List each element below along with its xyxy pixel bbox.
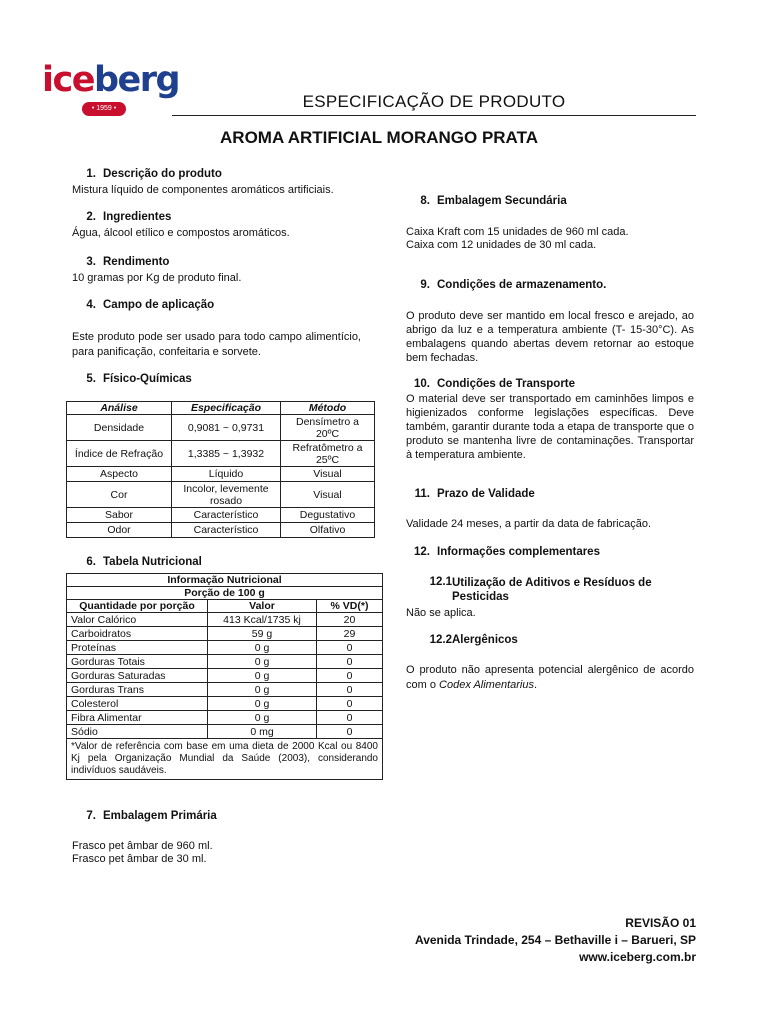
- table-cell: Gorduras Saturadas: [67, 669, 208, 683]
- section-4-heading: [72, 299, 214, 311]
- table-row: [67, 683, 383, 697]
- section-12-2-text: [406, 663, 694, 693]
- section-number: 6.: [86, 556, 96, 568]
- table-cell: 413 Kcal/1735 kj: [208, 613, 317, 627]
- section-title: Embalagem Secundária: [437, 195, 567, 207]
- table-cell: Característico: [172, 523, 281, 538]
- section-number: 4.: [86, 299, 96, 311]
- table-cell: 0: [317, 669, 383, 683]
- section-number: 5.: [86, 373, 96, 385]
- column-header: Especificação: [172, 402, 281, 415]
- section-11-heading: [406, 488, 535, 500]
- section-title: Rendimento: [103, 256, 170, 268]
- allergen-text-end: .: [533, 679, 538, 691]
- section-2-text: Água, álcool etílico e compostos aromáticos.: [72, 227, 290, 239]
- section-number: 3.: [86, 256, 96, 268]
- table-cell: Visual: [281, 482, 375, 508]
- column-header: Quantidade por porção: [67, 600, 208, 613]
- document-type: ESPECIFICAÇÃO DE PRODUTO: [302, 92, 566, 111]
- section-8-line2: Caixa com 12 unidades de 30 ml cada.: [406, 239, 597, 251]
- table-cell: 0 g: [208, 697, 317, 711]
- table-cell: 0: [317, 711, 383, 725]
- section-number: 12.1: [429, 576, 452, 588]
- section-title: Embalagem Primária: [103, 810, 217, 822]
- table-row: [67, 641, 383, 655]
- section-1-text: Mistura líquido de componentes aromáticos artificiais.: [72, 184, 334, 196]
- section-number: 10.: [414, 378, 430, 390]
- table-cell: Proteínas: [67, 641, 208, 655]
- section-title: Condições de armazenamento.: [437, 279, 607, 291]
- table-cell: 0 g: [208, 711, 317, 725]
- table-cell: 0: [317, 655, 383, 669]
- table-cell: 0 mg: [208, 725, 317, 739]
- allergen-text: O produto não apresenta potencial alergênico de acordo com o: [406, 664, 694, 691]
- section-number: 11.: [414, 488, 430, 500]
- table-row: [67, 711, 383, 725]
- section-12-1-heading: [406, 576, 694, 604]
- table-row: [67, 725, 383, 739]
- table-row: [67, 739, 383, 780]
- nutrition-title: Informação Nutricional: [67, 574, 383, 587]
- section-3-text: 10 gramas por Kg de produto final.: [72, 272, 242, 284]
- table-cell: Índice de Refração: [67, 441, 172, 467]
- table-row: [67, 467, 375, 482]
- table-cell: 0: [317, 641, 383, 655]
- iceberg-logo: [42, 60, 180, 112]
- section-6-heading: [72, 556, 202, 568]
- section-number: 2.: [86, 211, 96, 223]
- table-cell: Densímetro a 20ºC: [281, 415, 375, 441]
- table-row: [67, 613, 383, 627]
- section-number: 12.2: [429, 634, 452, 646]
- table-cell: Aspecto: [67, 467, 172, 482]
- nutrition-footnote: *Valor de referência com base em uma dieta de 2000 Kcal ou 8400 Kj pela Organização Mundial da Saúde (2003), considerando indivíduos saudáveis.: [67, 739, 383, 780]
- table-cell: 0 g: [208, 669, 317, 683]
- table-row: [67, 482, 375, 508]
- table-cell: Sódio: [67, 725, 208, 739]
- table-cell: 0,9081 ~ 0,9731: [172, 415, 281, 441]
- table-cell: Colesterol: [67, 697, 208, 711]
- table-row: [67, 697, 383, 711]
- section-12-1-text: Não se aplica.: [406, 607, 476, 619]
- section-12-heading: [406, 546, 600, 558]
- codex-reference: Codex Alimentarius: [439, 679, 534, 691]
- section-title: Alergênicos: [452, 634, 518, 646]
- section-2-heading: [72, 211, 171, 223]
- section-title: Condições de Transporte: [437, 378, 576, 390]
- section-title: Físico-Químicas: [103, 373, 192, 385]
- logo-year-badge: • 1959 •: [82, 102, 126, 116]
- table-cell: Refratômetro a 25ºC: [281, 441, 375, 467]
- section-number: 8.: [420, 195, 430, 207]
- section-5-heading: [72, 373, 192, 385]
- table-cell: Líquido: [172, 467, 281, 482]
- section-9-heading: [406, 279, 606, 291]
- table-cell: 0 g: [208, 641, 317, 655]
- table-cell: 20: [317, 613, 383, 627]
- table-cell: Odor: [67, 523, 172, 538]
- table-cell: Densidade: [67, 415, 172, 441]
- table-cell: 0: [317, 683, 383, 697]
- table-cell: 0 g: [208, 655, 317, 669]
- table-cell: 0: [317, 697, 383, 711]
- table-cell: Gorduras Trans: [67, 683, 208, 697]
- logo-text-ice: ice: [42, 60, 94, 100]
- table-cell: Degustativo: [281, 508, 375, 523]
- section-number: 7.: [86, 810, 96, 822]
- column-header: Método: [281, 402, 375, 415]
- section-8-heading: [406, 195, 567, 207]
- section-4-text: Este produto pode ser usado para todo campo alimentício, para panificação, confeitaria e sorvete.: [72, 331, 361, 358]
- table-cell: Incolor, levemente rosado: [172, 482, 281, 508]
- section-title: Descrição do produto: [103, 168, 222, 180]
- column-header: Análise: [67, 402, 172, 415]
- table-row: [67, 523, 375, 538]
- header-divider: [172, 115, 696, 116]
- table-row: [67, 415, 375, 441]
- physchem-table: [66, 401, 375, 538]
- section-number: 12.: [414, 546, 430, 558]
- section-9-text: O produto deve ser mantido em local fresco e arejado, ao abrigo da luz e a temperatura ambiente (T- 15-30°C). As embalagens quando abertas devem retornar ao estoque bem fechadas.: [406, 310, 694, 364]
- nutrition-portion: Porção de 100 g: [67, 587, 383, 600]
- product-title: AROMA ARTIFICIAL MORANGO PRATA: [220, 128, 538, 147]
- column-header: % VD(*): [317, 600, 383, 613]
- section-title: Prazo de Validade: [437, 488, 535, 500]
- table-row: [67, 441, 375, 467]
- table-cell: 59 g: [208, 627, 317, 641]
- column-header: Valor: [208, 600, 317, 613]
- revision-label: REVISÃO 01: [625, 916, 696, 930]
- section-10-text: O material deve ser transportado em caminhões limpos e higienizados conforme legislações específicas. Deve também, garantir durante toda a etapa de transporte que o produto se mantenha livre de contaminações. Transportar à temperatura ambiente.: [406, 393, 694, 461]
- section-title: Campo de aplicação: [103, 299, 215, 311]
- table-cell: 0: [317, 725, 383, 739]
- section-10-heading: [406, 378, 575, 390]
- table-cell: Característico: [172, 508, 281, 523]
- table-cell: 1,3385 ~ 1,3932: [172, 441, 281, 467]
- table-row: [67, 669, 383, 683]
- section-1-heading: [72, 168, 222, 180]
- section-number: 9.: [420, 279, 430, 291]
- table-cell: Visual: [281, 467, 375, 482]
- nutrition-table: [66, 573, 383, 780]
- section-title: Utilização de Aditivos e Resíduos de Pesticidas: [452, 577, 652, 603]
- section-title: Informações complementares: [437, 546, 600, 558]
- section-3-heading: [72, 256, 169, 268]
- section-12-2-heading: [406, 634, 518, 646]
- table-row: [67, 655, 383, 669]
- section-title: Tabela Nutricional: [103, 556, 202, 568]
- company-website[interactable]: www.iceberg.com.br: [579, 950, 696, 964]
- table-cell: 29: [317, 627, 383, 641]
- section-title: Ingredientes: [103, 211, 172, 223]
- table-cell: Sabor: [67, 508, 172, 523]
- table-row: [67, 508, 375, 523]
- footer: [415, 915, 696, 966]
- table-cell: Gorduras Totais: [67, 655, 208, 669]
- section-number: 1.: [86, 168, 96, 180]
- section-7-line2: Frasco pet âmbar de 30 ml.: [72, 853, 207, 865]
- section-7-line1: Frasco pet âmbar de 960 ml.: [72, 840, 213, 852]
- table-row: [67, 627, 383, 641]
- table-cell: Cor: [67, 482, 172, 508]
- table-cell: Carboidratos: [67, 627, 208, 641]
- company-address: Avenida Trindade, 254 – Bethaville i – Barueri, SP: [414, 933, 696, 947]
- logo-text-berg: berg: [93, 60, 180, 100]
- section-11-text: Validade 24 meses, a partir da data de fabricação.: [406, 518, 652, 530]
- section-8-line1: Caixa Kraft com 15 unidades de 960 ml cada.: [406, 226, 629, 238]
- section-7-heading: [72, 810, 217, 822]
- table-cell: Valor Calórico: [67, 613, 208, 627]
- table-cell: 0 g: [208, 683, 317, 697]
- table-cell: Olfativo: [281, 523, 375, 538]
- table-cell: Fibra Alimentar: [67, 711, 208, 725]
